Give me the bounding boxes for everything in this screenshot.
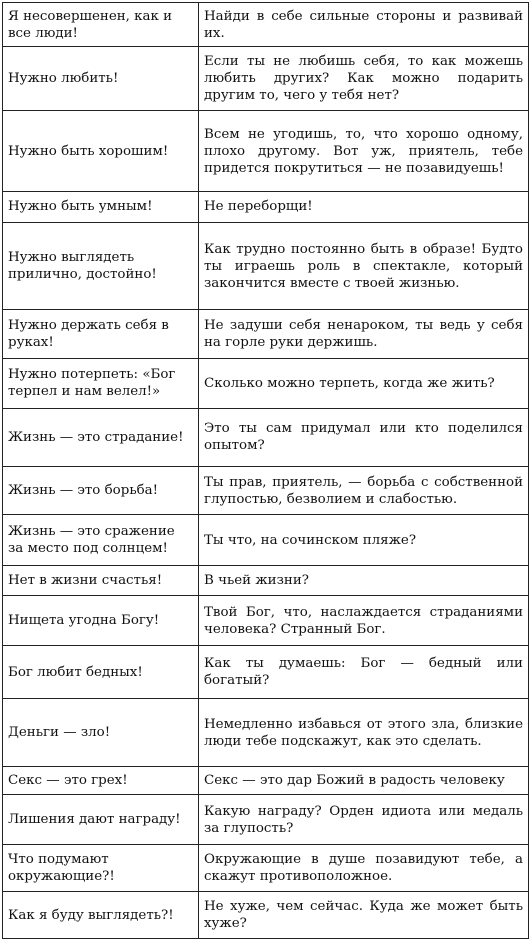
answer-cell: Окружающие в душе позавидуют тебе, а скажут противоположное. xyxy=(199,844,529,891)
belief-cell: Жизнь — это сражение за место под солнцем! xyxy=(3,514,199,566)
table-row xyxy=(3,467,529,514)
belief-cell: Деньги — зло! xyxy=(3,699,199,766)
table-row xyxy=(3,766,529,795)
belief-cell: Нужно потерпеть: «Бог терпел и нам велел!» xyxy=(3,358,199,408)
belief-cell: Нужно выглядеть прилично, достойно! xyxy=(3,222,199,310)
table-row xyxy=(3,111,529,191)
table-row xyxy=(3,222,529,310)
answer-cell: Секс — это дар Божий в радость человеку xyxy=(199,766,529,795)
answer-cell: Ты что, на сочинском пляже? xyxy=(199,514,529,566)
answer-cell: Это ты сам придумал или кто поделился опытом? xyxy=(199,408,529,467)
answer-cell: Немедленно избавься от этого зла, близкие люди тебе подскажут, как это сделать. xyxy=(199,699,529,766)
answer-cell: Как трудно постоянно быть в образе! Будто ты играешь роль в спектакле, который закончится вместе с твоей жизнью. xyxy=(199,222,529,310)
answer-cell: Твой Бог, что, наслаждается страданиями человека? Странный Бог. xyxy=(199,596,529,646)
table-row xyxy=(3,566,529,596)
table-row xyxy=(3,310,529,359)
belief-cell: Как я буду выглядеть?! xyxy=(3,892,199,939)
beliefs-table xyxy=(2,2,529,939)
table-row xyxy=(3,191,529,222)
table-row xyxy=(3,408,529,467)
table-row xyxy=(3,699,529,766)
table-row xyxy=(3,596,529,646)
answer-cell: Не хуже, чем сейчас. Куда же может быть хуже? xyxy=(199,892,529,939)
table-row xyxy=(3,892,529,939)
answer-cell: Найди в себе сильные стороны и развивай их. xyxy=(199,3,529,47)
belief-cell: Бог любит бедных! xyxy=(3,645,199,699)
answer-cell: Не переборщи! xyxy=(199,191,529,222)
table-row xyxy=(3,514,529,566)
belief-cell: Нужно держать себя в руках! xyxy=(3,310,199,359)
belief-cell: Что подумают окружающие?! xyxy=(3,844,199,891)
answer-cell: Ты прав, приятель, — борьба с собственной глупостью, безволием и слабостью. xyxy=(199,467,529,514)
belief-cell: Нищета угодна Богу! xyxy=(3,596,199,646)
belief-cell: Я несовершенен, как и все люди! xyxy=(3,3,199,47)
table-row xyxy=(3,47,529,111)
belief-cell: Нужно быть хорошим! xyxy=(3,111,199,191)
answer-cell: Какую награду? Орден идиота или медаль за глупость? xyxy=(199,795,529,845)
answer-cell: Как ты думаешь: Бог — бедный или богатый? xyxy=(199,645,529,699)
answer-cell: Не задуши себя ненароком, ты ведь у себя на горле руки держишь. xyxy=(199,310,529,359)
table-row xyxy=(3,795,529,845)
table-row xyxy=(3,645,529,699)
answer-cell: В чьей жизни? xyxy=(199,566,529,596)
belief-cell: Нет в жизни счастья! xyxy=(3,566,199,596)
belief-cell: Жизнь — это борьба! xyxy=(3,467,199,514)
belief-cell: Секс — это грех! xyxy=(3,766,199,795)
belief-cell: Нужно быть умным! xyxy=(3,191,199,222)
table-row xyxy=(3,844,529,891)
answer-cell: Сколько можно терпеть, когда же жить? xyxy=(199,358,529,408)
answer-cell: Всем не угодишь, то, что хорошо одному, плохо другому. Вот уж, приятель, тебе придется покрутиться — не позавидуешь! xyxy=(199,111,529,191)
belief-cell: Нужно любить! xyxy=(3,47,199,111)
belief-cell: Жизнь — это страдание! xyxy=(3,408,199,467)
answer-cell: Если ты не любишь себя, то как можешь любить других? Как можно подарить другим то, чего у тебя нет? xyxy=(199,47,529,111)
table-row xyxy=(3,358,529,408)
table-row xyxy=(3,3,529,47)
belief-cell: Лишения дают награду! xyxy=(3,795,199,845)
